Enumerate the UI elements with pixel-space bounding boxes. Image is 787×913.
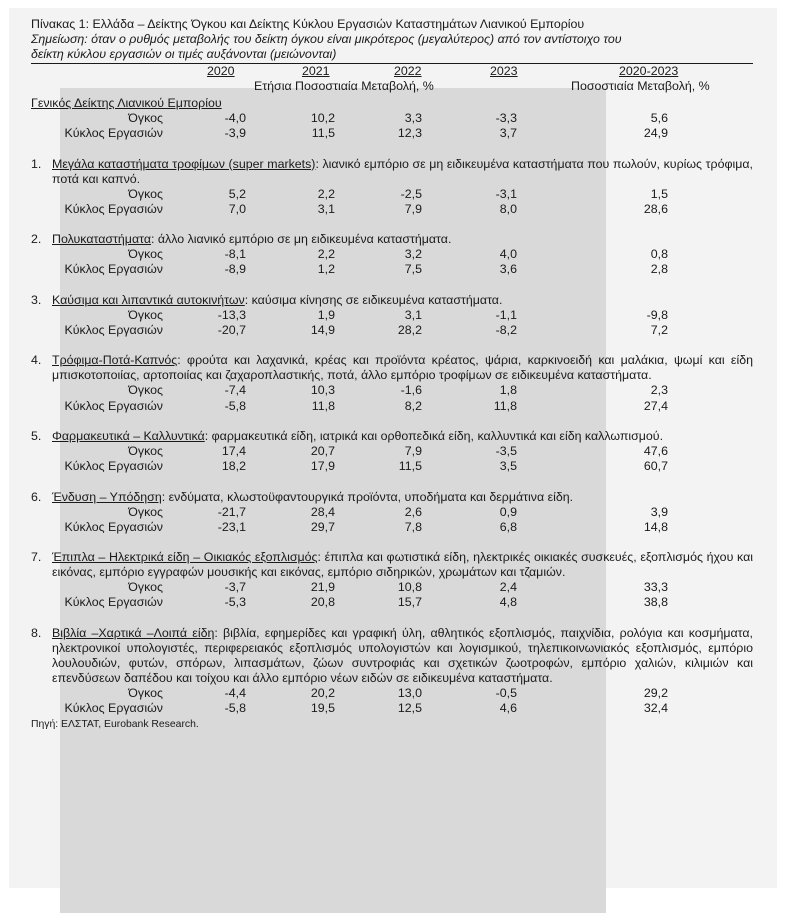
section-name: Τρόφιμα-Ποτά-Καπνός bbox=[52, 353, 178, 368]
table-row bbox=[31, 444, 753, 459]
section-name: Ένδυση – Υπόδηση bbox=[52, 489, 162, 504]
table-row bbox=[31, 308, 753, 323]
section-heading bbox=[31, 293, 753, 308]
row-label: Κύκλος Εργασιών bbox=[64, 519, 163, 534]
cell-2022: 8,2 bbox=[404, 398, 422, 413]
cell-2022: 10,8 bbox=[397, 580, 422, 595]
table-row bbox=[31, 399, 753, 414]
section-number: 3. bbox=[31, 292, 42, 307]
section-heading bbox=[31, 550, 753, 580]
cell-range: 47,6 bbox=[643, 443, 668, 458]
section-heading bbox=[31, 490, 753, 505]
table-row bbox=[31, 262, 753, 277]
cell-2023: 3,5 bbox=[499, 459, 517, 474]
cell-range: 2,8 bbox=[650, 262, 668, 277]
row-label: Κύκλος Εργασιών bbox=[64, 595, 163, 610]
table-row bbox=[31, 505, 753, 520]
cell-2022: 28,2 bbox=[397, 323, 422, 338]
col-header-2023: 2023 bbox=[490, 64, 518, 78]
section-8 bbox=[31, 626, 753, 717]
cell-2022: 3,3 bbox=[404, 111, 422, 125]
row-label: Όγκος bbox=[128, 307, 163, 322]
cell-2023: -8,2 bbox=[495, 323, 517, 338]
cell-2023: 1,8 bbox=[499, 383, 517, 398]
source-note: Πηγή: ΕΛΣΤΑΤ, Eurobank Research. bbox=[31, 719, 199, 731]
general-index-title: Γενικός Δείκτης Λιανικού Εμπορίου bbox=[31, 96, 222, 110]
cell-2021: 1,2 bbox=[317, 262, 335, 277]
section-number: 6. bbox=[31, 489, 42, 504]
cell-range: -9,8 bbox=[646, 307, 668, 322]
row-label: Όγκος bbox=[128, 247, 163, 262]
cell-2020: -21,7 bbox=[217, 504, 246, 519]
cell-2022: 15,7 bbox=[397, 595, 422, 610]
row-label: Όγκος bbox=[128, 580, 163, 595]
table-row bbox=[31, 459, 753, 474]
cell-2021: 10,2 bbox=[310, 111, 335, 125]
cell-2023: 0,9 bbox=[499, 504, 517, 519]
cell-2022: 3,2 bbox=[404, 247, 422, 262]
table-row bbox=[31, 595, 753, 610]
cell-2022: 2,6 bbox=[404, 504, 422, 519]
section-5 bbox=[31, 429, 753, 475]
section-6 bbox=[31, 490, 753, 536]
col-header-2021: 2021 bbox=[302, 64, 330, 78]
cell-range: 1,5 bbox=[650, 186, 668, 201]
row-label: Κύκλος Εργασιών bbox=[64, 459, 163, 474]
cell-2023: -3,3 bbox=[495, 111, 517, 125]
section-number: 1. bbox=[31, 156, 42, 171]
cell-2023: 3,6 bbox=[499, 262, 517, 277]
cell-2022: 3,1 bbox=[404, 307, 422, 322]
table-row bbox=[31, 323, 753, 338]
cell-2021: 20,2 bbox=[310, 685, 335, 700]
cell-2023: 4,6 bbox=[499, 701, 517, 716]
cell-2023: 3,7 bbox=[499, 126, 517, 141]
section-name: Έπιπλα – Ηλεκτρικά είδη – Οικιακός εξοπλισμός bbox=[52, 550, 318, 565]
cell-2020: -5,8 bbox=[224, 398, 246, 413]
cell-2023: -3,5 bbox=[495, 443, 517, 458]
section-description: : φαρμακευτικά είδη, ιατρικά και ορθοπεδικά είδη, καλλυντικά και είδη καλλωπισμού. bbox=[204, 428, 664, 443]
cell-2021: 20,8 bbox=[310, 595, 335, 610]
cell-range: 7,2 bbox=[650, 323, 668, 338]
table-content bbox=[31, 17, 753, 732]
row-label: Όγκος bbox=[128, 685, 163, 700]
cell-range: 33,3 bbox=[643, 580, 668, 595]
row-label: Όγκος bbox=[128, 111, 163, 125]
cell-2023: 4,0 bbox=[499, 247, 517, 262]
cell-2020: -3,7 bbox=[224, 580, 246, 595]
cell-2022: 7,9 bbox=[404, 443, 422, 458]
cell-2022: 12,3 bbox=[397, 126, 422, 141]
table-row bbox=[31, 247, 753, 262]
section-description: : βιβλία, εφημερίδες και γραφική ύλη, αθλητικός εξοπλισμός, παιχνίδια, ρολόγια και κοσμήματα, ηλεκτρονικοί υπολογιστές, περιφερειακός εξοπλισμός υπολογιστών και λογισμικού, τηλεπικοινωνιακός εξοπλισμός, εμπόριο λουλουδιών, φυτών, σπόρων, λιπασμάτων, ζώων συντροφιάς και σχετικών ζωοτροφών, εμπόριο χαλιών, κιλιμιών και επενδύσεων δαπέδου και τοίχου και άλλο εμπόριο νέων ειδών σε ειδικευμένα καταστήματα. bbox=[52, 625, 753, 685]
cell-2023: 4,8 bbox=[499, 595, 517, 610]
note-line-2: δείκτη κύκλου εργασιών οι τιμές αυξάνονται (μειώνονται) bbox=[31, 47, 337, 61]
section-3 bbox=[31, 293, 753, 339]
section-name: Πολυκαταστήματα bbox=[52, 232, 151, 247]
cell-2023: 8,0 bbox=[499, 201, 517, 216]
annual-change-label: Ετήσια Ποσοστιαία Μεταβολή, % bbox=[254, 79, 434, 93]
cell-2020: -7,4 bbox=[224, 383, 246, 398]
cell-2020: 5,2 bbox=[228, 186, 246, 201]
section-heading bbox=[31, 353, 753, 383]
cell-2020: -5,8 bbox=[224, 701, 246, 716]
cell-range: 24,9 bbox=[643, 126, 668, 141]
section-name: Καύσιμα και λιπαντικά αυτοκινήτων bbox=[52, 292, 245, 307]
cell-2021: 19,5 bbox=[310, 701, 335, 716]
cell-2021: 29,7 bbox=[310, 519, 335, 534]
cell-2023: 2,4 bbox=[499, 580, 517, 595]
table-row bbox=[31, 686, 753, 701]
cell-2020: -23,1 bbox=[217, 519, 246, 534]
row-label: Όγκος bbox=[128, 443, 163, 458]
year-header-row bbox=[31, 64, 753, 79]
table-title: Πίνακας 1: Ελλάδα – Δείκτης Όγκου και Δείκτης Κύκλου Εργασιών Καταστημάτων Λιανικού Εμπορίου bbox=[31, 17, 585, 31]
section-name: Φαρμακευτικά – Καλλυντικά bbox=[52, 428, 205, 443]
section-description: : καύσιμα κίνησης σε ειδικευμένα καταστήματα. bbox=[244, 292, 503, 307]
section-heading bbox=[31, 157, 753, 187]
row-label: Όγκος bbox=[128, 504, 163, 519]
cell-2020: 18,2 bbox=[221, 459, 246, 474]
section-7 bbox=[31, 550, 753, 611]
table-row bbox=[31, 126, 753, 141]
cell-2021: 17,9 bbox=[310, 459, 335, 474]
cell-2020: -4,0 bbox=[224, 111, 246, 125]
cell-range: 0,8 bbox=[650, 247, 668, 262]
cell-2023: -1,1 bbox=[495, 307, 517, 322]
table-row bbox=[31, 202, 753, 217]
table-row bbox=[31, 111, 753, 126]
section-number: 5. bbox=[31, 428, 42, 443]
row-label: Κύκλος Εργασιών bbox=[64, 126, 163, 141]
cell-2020: -5,3 bbox=[224, 595, 246, 610]
row-label: Κύκλος Εργασιών bbox=[64, 262, 163, 277]
section-4 bbox=[31, 353, 753, 414]
cell-2022: 11,5 bbox=[398, 459, 422, 474]
section-description: : άλλο λιανικό εμπόριο σε μη ειδικευμένα καταστήματα. bbox=[151, 232, 452, 247]
section-description: : φρούτα και λαχανικά, κρέας και προϊόντα κρέατος, ψάρια, καρκινοειδή και μαλάκια, ψωμί και είδη μπισκοτοποιίας, αρτοποιίας και ζαχαροπλαστικής, ποτά, άλλο εμπόριο τροφίμων σε ειδικευμένα καταστήματα. bbox=[52, 353, 753, 383]
section-number: 2. bbox=[31, 232, 42, 247]
cell-2021: 28,4 bbox=[310, 504, 335, 519]
cell-2022: 12,5 bbox=[397, 701, 422, 716]
col-header-2020: 2020 bbox=[207, 64, 235, 78]
cell-2023: 11,8 bbox=[493, 398, 517, 413]
table-note bbox=[31, 32, 753, 62]
col-header-2022: 2022 bbox=[394, 64, 422, 78]
cell-2020: -13,3 bbox=[217, 307, 246, 322]
cell-2020: 7,0 bbox=[228, 201, 246, 216]
row-label: Κύκλος Εργασιών bbox=[64, 323, 163, 338]
cell-2021: 1,9 bbox=[317, 307, 335, 322]
range-change-label: Ποσοστιαία Μεταβολή, % bbox=[571, 79, 710, 93]
sections-container bbox=[31, 157, 753, 717]
cell-range: 14,8 bbox=[643, 519, 668, 534]
section-name: Βιβλία –Χαρτικά –Λοιπά είδη bbox=[52, 625, 215, 640]
unit-header-row bbox=[31, 79, 753, 94]
cell-2023: -3,1 bbox=[495, 186, 517, 201]
cell-range: 32,4 bbox=[643, 701, 668, 716]
table-row bbox=[31, 520, 753, 535]
cell-range: 60,7 bbox=[643, 459, 668, 474]
cell-2020: -3,9 bbox=[224, 126, 246, 141]
row-label: Κύκλος Εργασιών bbox=[64, 701, 163, 716]
section-name: Μεγάλα καταστήματα τροφίμων (super markets) bbox=[52, 156, 316, 171]
section-1 bbox=[31, 157, 753, 218]
section-2 bbox=[31, 232, 753, 278]
cell-range: 5,6 bbox=[650, 111, 668, 125]
cell-2021: 2,2 bbox=[317, 186, 335, 201]
cell-2022: 7,5 bbox=[404, 262, 422, 277]
table-row bbox=[31, 580, 753, 595]
cell-range: 29,2 bbox=[643, 685, 668, 700]
row-label: Όγκος bbox=[128, 383, 163, 398]
cell-2020: -8,9 bbox=[224, 262, 246, 277]
section-heading bbox=[31, 232, 753, 247]
section-number: 4. bbox=[31, 353, 42, 368]
cell-range: 2,3 bbox=[650, 383, 668, 398]
section-description: : ενδύματα, κλωστοϋφαντουργικά προϊόντα, υποδήματα και δερμάτινα είδη. bbox=[161, 489, 574, 504]
row-label: Κύκλος Εργασιών bbox=[64, 201, 163, 216]
cell-2022: 7,8 bbox=[404, 519, 422, 534]
cell-2021: 20,7 bbox=[310, 443, 335, 458]
cell-2023: 6,8 bbox=[499, 519, 517, 534]
cell-2022: 7,9 bbox=[404, 201, 422, 216]
section-description: : λιανικό εμπόριο σε μη ειδικευμένα καταστήματα που πωλούν, κυρίως τρόφιμα, ποτά και καπνό. bbox=[52, 156, 753, 186]
cell-range: 3,9 bbox=[650, 504, 668, 519]
cell-2022: 13,0 bbox=[397, 685, 422, 700]
row-label: Κύκλος Εργασιών bbox=[64, 398, 163, 413]
cell-2021: 21,9 bbox=[310, 580, 335, 595]
section-heading bbox=[31, 626, 753, 686]
cell-range: 38,8 bbox=[643, 595, 668, 610]
cell-2022: -2,5 bbox=[400, 186, 422, 201]
table-row bbox=[31, 187, 753, 202]
table-row bbox=[31, 383, 753, 398]
cell-2021: 3,1 bbox=[317, 201, 335, 216]
cell-2021: 10,3 bbox=[310, 383, 335, 398]
cell-2021: 14,9 bbox=[310, 323, 335, 338]
cell-range: 28,6 bbox=[643, 201, 668, 216]
note-line-1: Σημείωση: όταν ο ρυθμός μεταβολής του δείκτη όγκου είναι μικρότερος (μεγαλύτερος) από τον αντίστοιχο του bbox=[31, 32, 622, 46]
cell-2023: -0,5 bbox=[495, 685, 517, 700]
cell-2021: 2,2 bbox=[317, 247, 335, 262]
table-row bbox=[31, 701, 753, 716]
section-heading bbox=[31, 429, 753, 444]
section-description: : έπιπλα και φωτιστικά είδη, ηλεκτρικές οικιακές συσκευές, εξοπλισμός ήχου και εικόνας, εμπόριο εγγραφών μουσικής και εικόνας, εμπόριο σιδηρικών, χρωμάτων και τζαμιών. bbox=[52, 550, 753, 580]
cell-2022: -1,6 bbox=[400, 383, 422, 398]
cell-2020: 17,4 bbox=[221, 443, 246, 458]
cell-range: 27,4 bbox=[643, 398, 668, 413]
cell-2021: 11,8 bbox=[311, 398, 335, 413]
cell-2020: -8,1 bbox=[224, 247, 246, 262]
section-number: 8. bbox=[31, 625, 42, 640]
cell-2020: -4,4 bbox=[224, 685, 246, 700]
row-label: Όγκος bbox=[128, 186, 163, 201]
cell-2020: -20,7 bbox=[217, 323, 246, 338]
col-header-range: 2020-2023 bbox=[619, 64, 679, 78]
cell-2021: 11,5 bbox=[311, 126, 335, 141]
section-number: 7. bbox=[31, 550, 42, 565]
